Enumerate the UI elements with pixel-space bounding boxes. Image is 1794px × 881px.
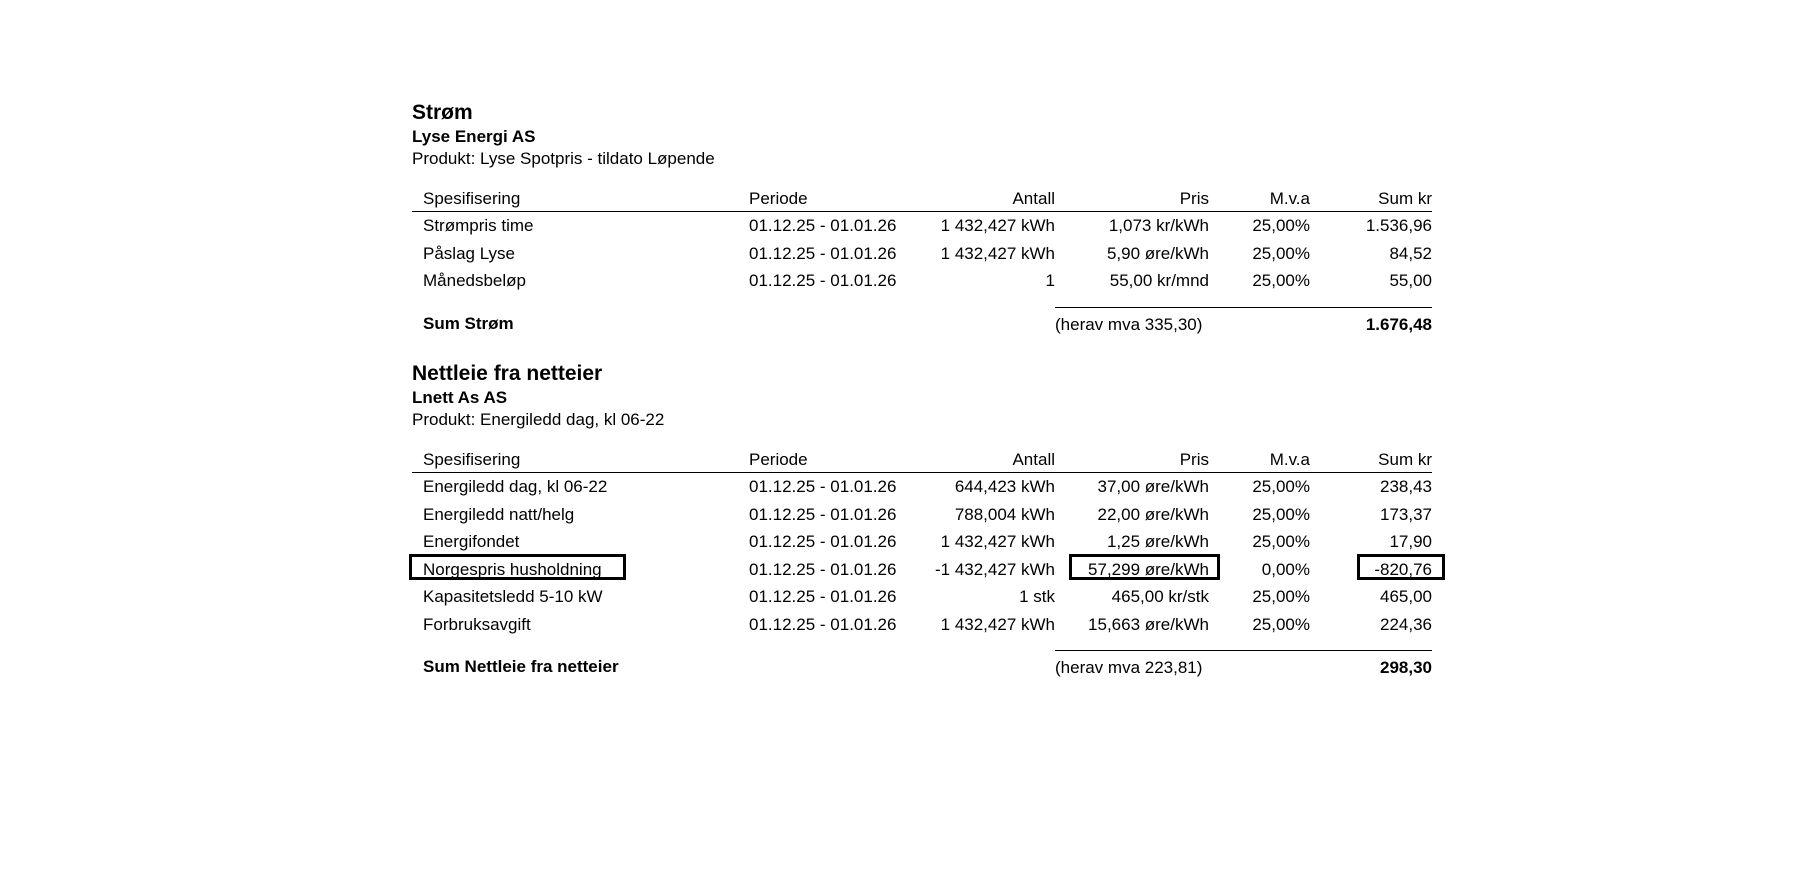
row-pris: 22,00 øre/kWh [1097, 504, 1209, 524]
table-row [412, 267, 1432, 295]
row-antall: 1 432,427 kWh [940, 243, 1055, 263]
row-periode: 01.12.25 - 01.01.26 [749, 504, 897, 524]
row-mva: 0,00% [1261, 559, 1310, 579]
row-pris: 37,00 øre/kWh [1097, 477, 1209, 496]
sum-total: 1.676,48 [1365, 314, 1432, 334]
row-pris: 465,00 kr/stk [1111, 587, 1209, 606]
row-mva: 25,00% [1252, 216, 1310, 235]
col-header-periode: Periode [749, 189, 808, 208]
supplier-name: Lyse Energi AS [412, 127, 536, 146]
row-periode: 01.12.25 - 01.01.26 [749, 587, 897, 606]
row-periode: 01.12.25 - 01.01.26 [749, 477, 897, 496]
row-antall: 1 432,427 kWh [940, 532, 1055, 551]
product-line: Produkt: Lyse Spotpris - tildato Løpende [412, 149, 715, 168]
row-spec: Energifondet [423, 532, 520, 551]
row-spec: Månedsbeløp [423, 271, 527, 290]
row-periode: 01.12.25 - 01.01.26 [749, 243, 897, 263]
row-antall: 1 432,427 kWh [940, 614, 1055, 634]
row-mva: 25,00% [1252, 271, 1310, 290]
sum-total: 298,30 [1380, 658, 1432, 677]
row-sum: 238,43 [1380, 477, 1432, 496]
col-header-sum: Sum kr [1378, 189, 1432, 208]
row-mva: 25,00% [1252, 243, 1310, 263]
sum-vat: (herav mva 335,30) [1055, 314, 1203, 334]
sum-row [412, 650, 1432, 686]
nettleie-section [412, 361, 1432, 686]
row-sum: -820,76 [1374, 559, 1432, 579]
row-spec: Påslag Lyse [423, 243, 515, 263]
row-antall: 1 [1045, 271, 1055, 290]
strom-section [412, 100, 1432, 343]
col-header-pris: Pris [1179, 450, 1209, 469]
row-periode: 01.12.25 - 01.01.26 [749, 559, 897, 579]
row-antall: 1 432,427 kWh [940, 216, 1055, 235]
col-header-sum: Sum kr [1378, 450, 1432, 469]
supplier-name: Lnett As AS [412, 388, 508, 407]
col-header-periode: Periode [749, 450, 808, 469]
row-periode: 01.12.25 - 01.01.26 [749, 614, 897, 634]
sum-row [412, 307, 1432, 343]
row-sum: 1.536,96 [1365, 216, 1432, 235]
table-row [412, 212, 1432, 240]
table-row [412, 473, 1432, 501]
table-row [412, 240, 1432, 268]
col-header-antall: Antall [1012, 450, 1055, 469]
col-header-spec: Spesifisering [423, 189, 521, 208]
row-pris: 55,00 kr/mnd [1109, 271, 1209, 290]
row-antall: 1 stk [1019, 587, 1055, 606]
row-antall: 644,423 kWh [954, 477, 1055, 496]
row-spec: Strømpris time [423, 216, 534, 235]
table-row [412, 528, 1432, 556]
row-mva: 25,00% [1252, 614, 1310, 634]
col-header-antall: Antall [1012, 189, 1055, 208]
row-pris: 1,25 øre/kWh [1106, 532, 1209, 551]
row-spec: Norgespris husholdning [423, 559, 602, 579]
row-mva: 25,00% [1252, 477, 1310, 496]
row-mva: 25,00% [1252, 532, 1310, 551]
row-mva: 25,00% [1252, 587, 1310, 606]
table-header [412, 185, 1432, 212]
row-antall: -1 432,427 kWh [934, 559, 1055, 579]
col-header-mva: M.v.a [1269, 450, 1310, 469]
sum-label: Sum Nettleie fra netteier [423, 657, 619, 676]
row-antall: 788,004 kWh [954, 504, 1055, 524]
row-sum: 55,00 [1389, 271, 1432, 290]
row-spec: Energiledd natt/helg [423, 504, 575, 524]
nettleie-table [412, 446, 1432, 686]
section-title: Strøm [412, 101, 473, 124]
row-pris: 5,90 øre/kWh [1106, 243, 1209, 263]
table-header [412, 446, 1432, 473]
row-periode: 01.12.25 - 01.01.26 [749, 532, 897, 551]
row-sum: 17,90 [1389, 532, 1432, 551]
sum-label: Sum Strøm [423, 313, 514, 333]
table-row [412, 501, 1432, 529]
sum-divider [1055, 307, 1432, 308]
row-pris: 15,663 øre/kWh [1088, 614, 1209, 634]
col-header-mva: M.v.a [1269, 189, 1310, 208]
row-pris: 57,299 øre/kWh [1088, 559, 1209, 579]
strom-table [412, 185, 1432, 343]
col-header-spec: Spesifisering [423, 450, 521, 469]
row-sum: 224,36 [1380, 614, 1432, 634]
row-pris: 1,073 kr/kWh [1108, 216, 1209, 235]
row-sum: 173,37 [1380, 504, 1432, 524]
row-sum: 465,00 [1380, 587, 1432, 606]
col-header-pris: Pris [1179, 189, 1209, 208]
product-line: Produkt: Energiledd dag, kl 06-22 [412, 410, 665, 429]
row-periode: 01.12.25 - 01.01.26 [749, 216, 897, 235]
row-spec: Energiledd dag, kl 06-22 [423, 477, 608, 496]
row-spec: Kapasitetsledd 5-10 kW [423, 587, 603, 606]
section-title: Nettleie fra netteier [412, 362, 603, 385]
row-mva: 25,00% [1252, 504, 1310, 524]
table-row-highlighted [412, 556, 1432, 584]
sum-divider [1055, 650, 1432, 651]
row-periode: 01.12.25 - 01.01.26 [749, 271, 897, 290]
row-sum: 84,52 [1389, 243, 1432, 263]
row-spec: Forbruksavgift [423, 614, 531, 634]
table-row [412, 611, 1432, 639]
sum-vat: (herav mva 223,81) [1055, 658, 1203, 677]
table-row [412, 583, 1432, 611]
